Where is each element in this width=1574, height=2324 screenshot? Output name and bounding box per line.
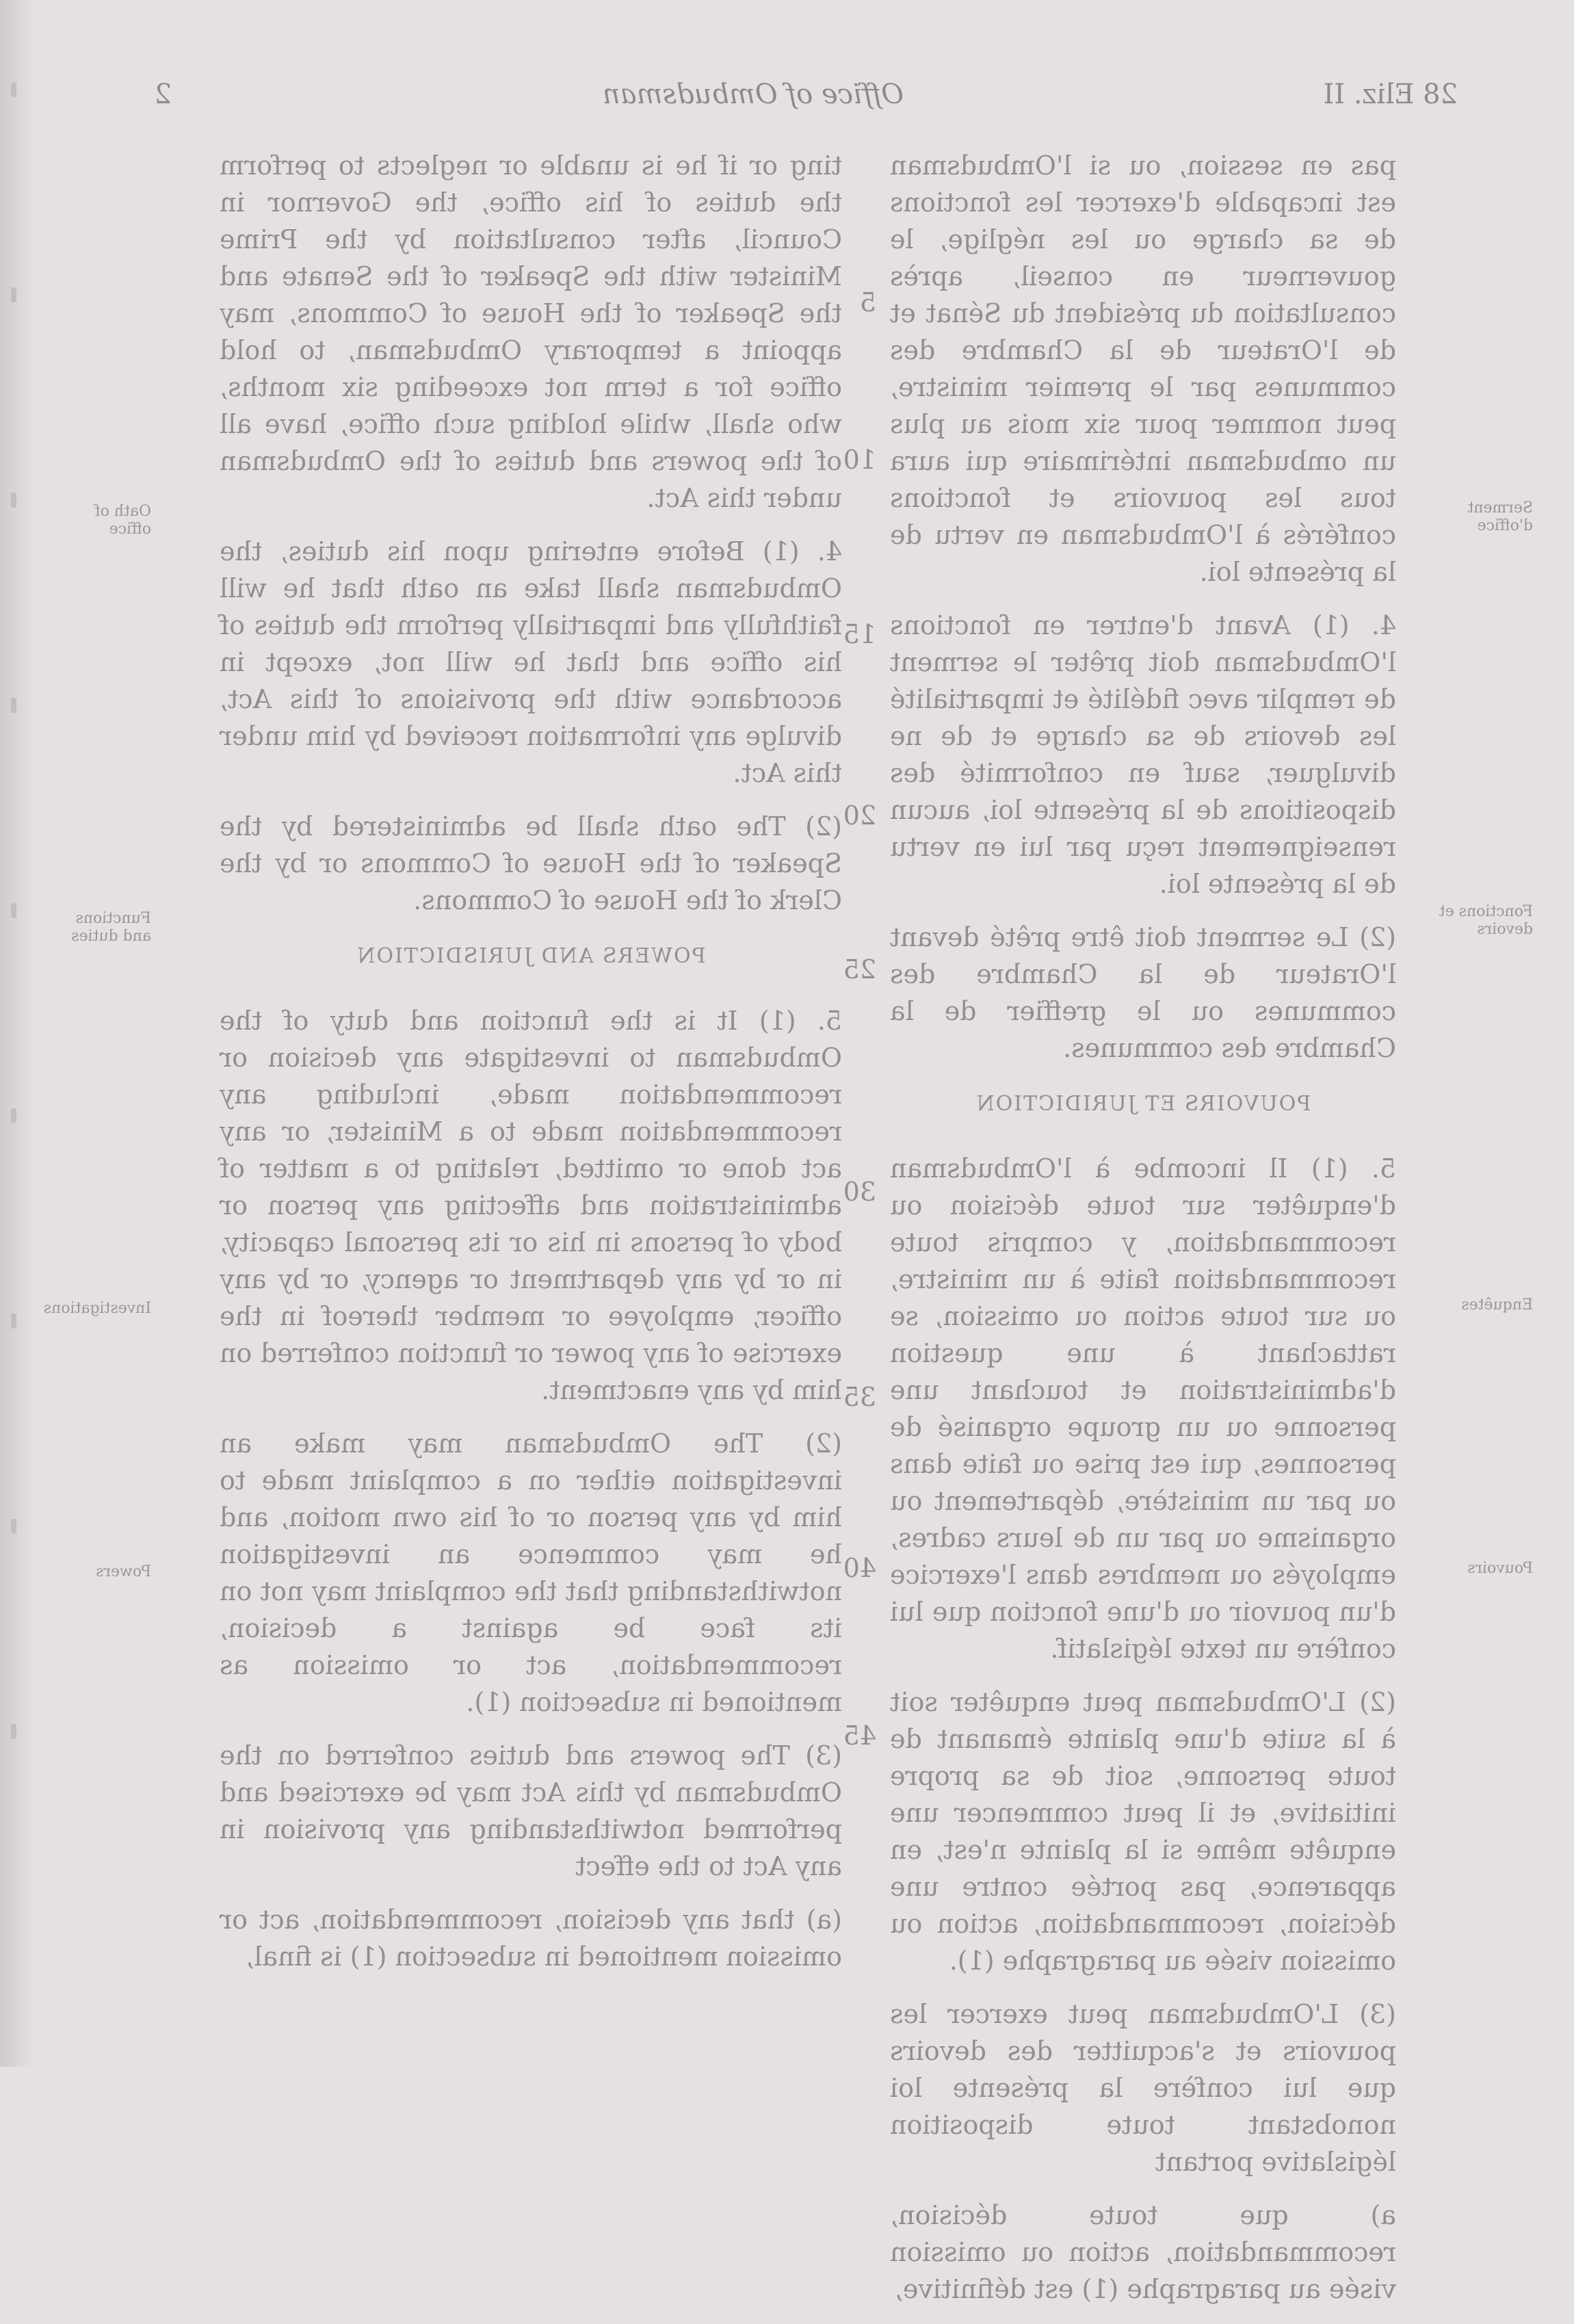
margin-note: Investigations [43,1300,151,1317]
line-number: 40 [843,1553,876,1583]
binding-mark [11,1519,16,1534]
line-number: 45 [843,1721,876,1751]
margin-note: Pouvoirs [1467,1560,1533,1577]
line-number: 15 [843,619,876,649]
binding-mark [11,1724,16,1739]
margin-note: Oath of office [94,503,151,538]
line-number: 30 [843,1177,876,1207]
margin-note: Functions and duties [71,910,151,945]
french-column [890,147,1396,2324]
paragraph: (2) L'Ombudsman peut enquêter soit à la suite d'une plainte émanant de toute personne, soit de sa propre initiative, et il peut commencer une enquête même si la plainte n'est, en apparence, pas portée contre une décision, recommandation, action ou omission visée au paragraphe (1). [890,1687,1396,1976]
paragraph: (a) that any decision, recommendation, act or omission mentioned in subsection (1) is final, [220,1905,842,1972]
citation: 28 Eliz. II [1323,79,1458,110]
margin-note: Powers [96,1563,151,1580]
paragraph: (3) L'Ombudsman peut exercer les pouvoirs et s'acquitter des devoirs que lui confère la présente loi nonobstant toute disposition législative portant [890,1999,1396,2177]
paragraph: (3) The powers and duties conferred on the Ombudsman by this Act may be exercised and performed notwithstanding any provision in any Act to the effect [220,1740,842,1881]
line-number: 5 [859,287,876,317]
paragraph: 4. (1) Avant d'entrer en fonctions l'Ombudsman doit prêter le serment de remplir avec fidélité et impartialité les devoirs de sa charge et de ne divulguer, sauf en conformité des dispositions de la présente loi, aucun renseignement reçu par lui en vertu de la présente loi. [890,610,1396,899]
page-number: 2 [154,79,172,110]
paragraph: (2) The oath shall be administered by the Speaker of the House of Commons or by the Clerk of the House of Commons. [220,811,842,915]
line-number: 35 [843,1382,876,1412]
paragraph: ting or if he is unable or neglects to perform the duties of his office, the Governor in Council, after consultation by the Prime Minister with the Speaker of the Senate and the Speaker of the House of Commons, may appoint a temporary Ombudsman, to hold office for a term not exceeding six months, who shall, while holding such office, have all of the powers and duties of the Ombudsman under this Act. [220,151,842,513]
binding-mark [11,1108,16,1123]
page-gutter [0,0,33,2067]
margin-note: Serment d'office [1467,499,1533,534]
line-number: 10 [843,445,876,475]
section-heading: POUVOIRS ET JURIDICTION [975,1092,1311,1116]
binding-mark [11,1314,16,1329]
binding-mark [11,903,16,918]
binding-mark [11,82,16,97]
paragraph: 4. (1) Before entering upon his duties, the Ombudsman shall take an oath that he will faithfully and impartially perform the duties of his office and that he will not, except in accordance with the provisions of this Act, divulge any information received by him under this Act. [220,536,842,788]
page-title: Office of Ombudsman [602,79,904,110]
paragraph: 5. (1) It is the function and duty of the Ombudsman to investigate any decision or recommendation made, including any recommendation made to a Minister, or any act done or omitted, relating to a matter of administration and affecting any person or body of persons in his or its personal capacity, in or by any department or agency, or by any officer, employee or member thereof in the exercise of any power or function conferred on him by any enactment. [220,1006,842,1405]
binding-mark [11,493,16,508]
line-number: 20 [843,800,876,831]
paragraph: (2) Le serment doit être prêté devant l'Orateur de la Chambre des communes ou le greffier de la Chambre des communes. [890,922,1396,1063]
paragraph: pas en session, ou si l'Ombudsman est incapable d'exercer les fonctions de sa charge ou les néglige, le gouverneur en conseil, après consultation du président du Sénat et de l'Orateur de la Chambre des communes par le premier ministre, peut nommer pour six mois au plus un ombudsman intérimaire qui aura tous les pouvoirs et fonctions conférés à l'Ombudsman en vertu de la présente loi. [890,151,1396,587]
section-heading: POWERS AND JURISDICTION [356,944,706,968]
paragraph: a) que toute décision, recommandation, action ou omission visée au paragraphe (1) est définitive, [890,2200,1396,2304]
binding-mark [11,698,16,713]
line-number: 25 [843,954,876,984]
english-column [220,147,842,1992]
paragraph: 5. (1) Il incombe à l'Ombudsman d'enquêter sur toute décision ou recommandation, y compris toute recommandation faite à un ministre, ou sur toute action ou omission, se rattachant à une question d'administration et touchant une personne ou un groupe organisé de personnes, qui est prise ou faite dans ou par un ministère, département ou organisme ou par un de leurs cadres, employés ou membres dans l'exercice d'un pouvoir ou d'une fonction que lui confère un texte législatif. [890,1153,1396,1664]
binding-mark [11,287,16,302]
margin-note: Enquêtes [1461,1296,1533,1314]
paragraph: (2) The Ombudsman may make an investigation either on a complaint made to him by any person or of his own motion, and he may commence an investigation notwithstanding that the complaint may not on its face be against a decision, recommendation, act or omission as mentioned in subsection (1). [220,1428,842,1717]
margin-note: Fonctions et devoirs [1439,903,1533,938]
